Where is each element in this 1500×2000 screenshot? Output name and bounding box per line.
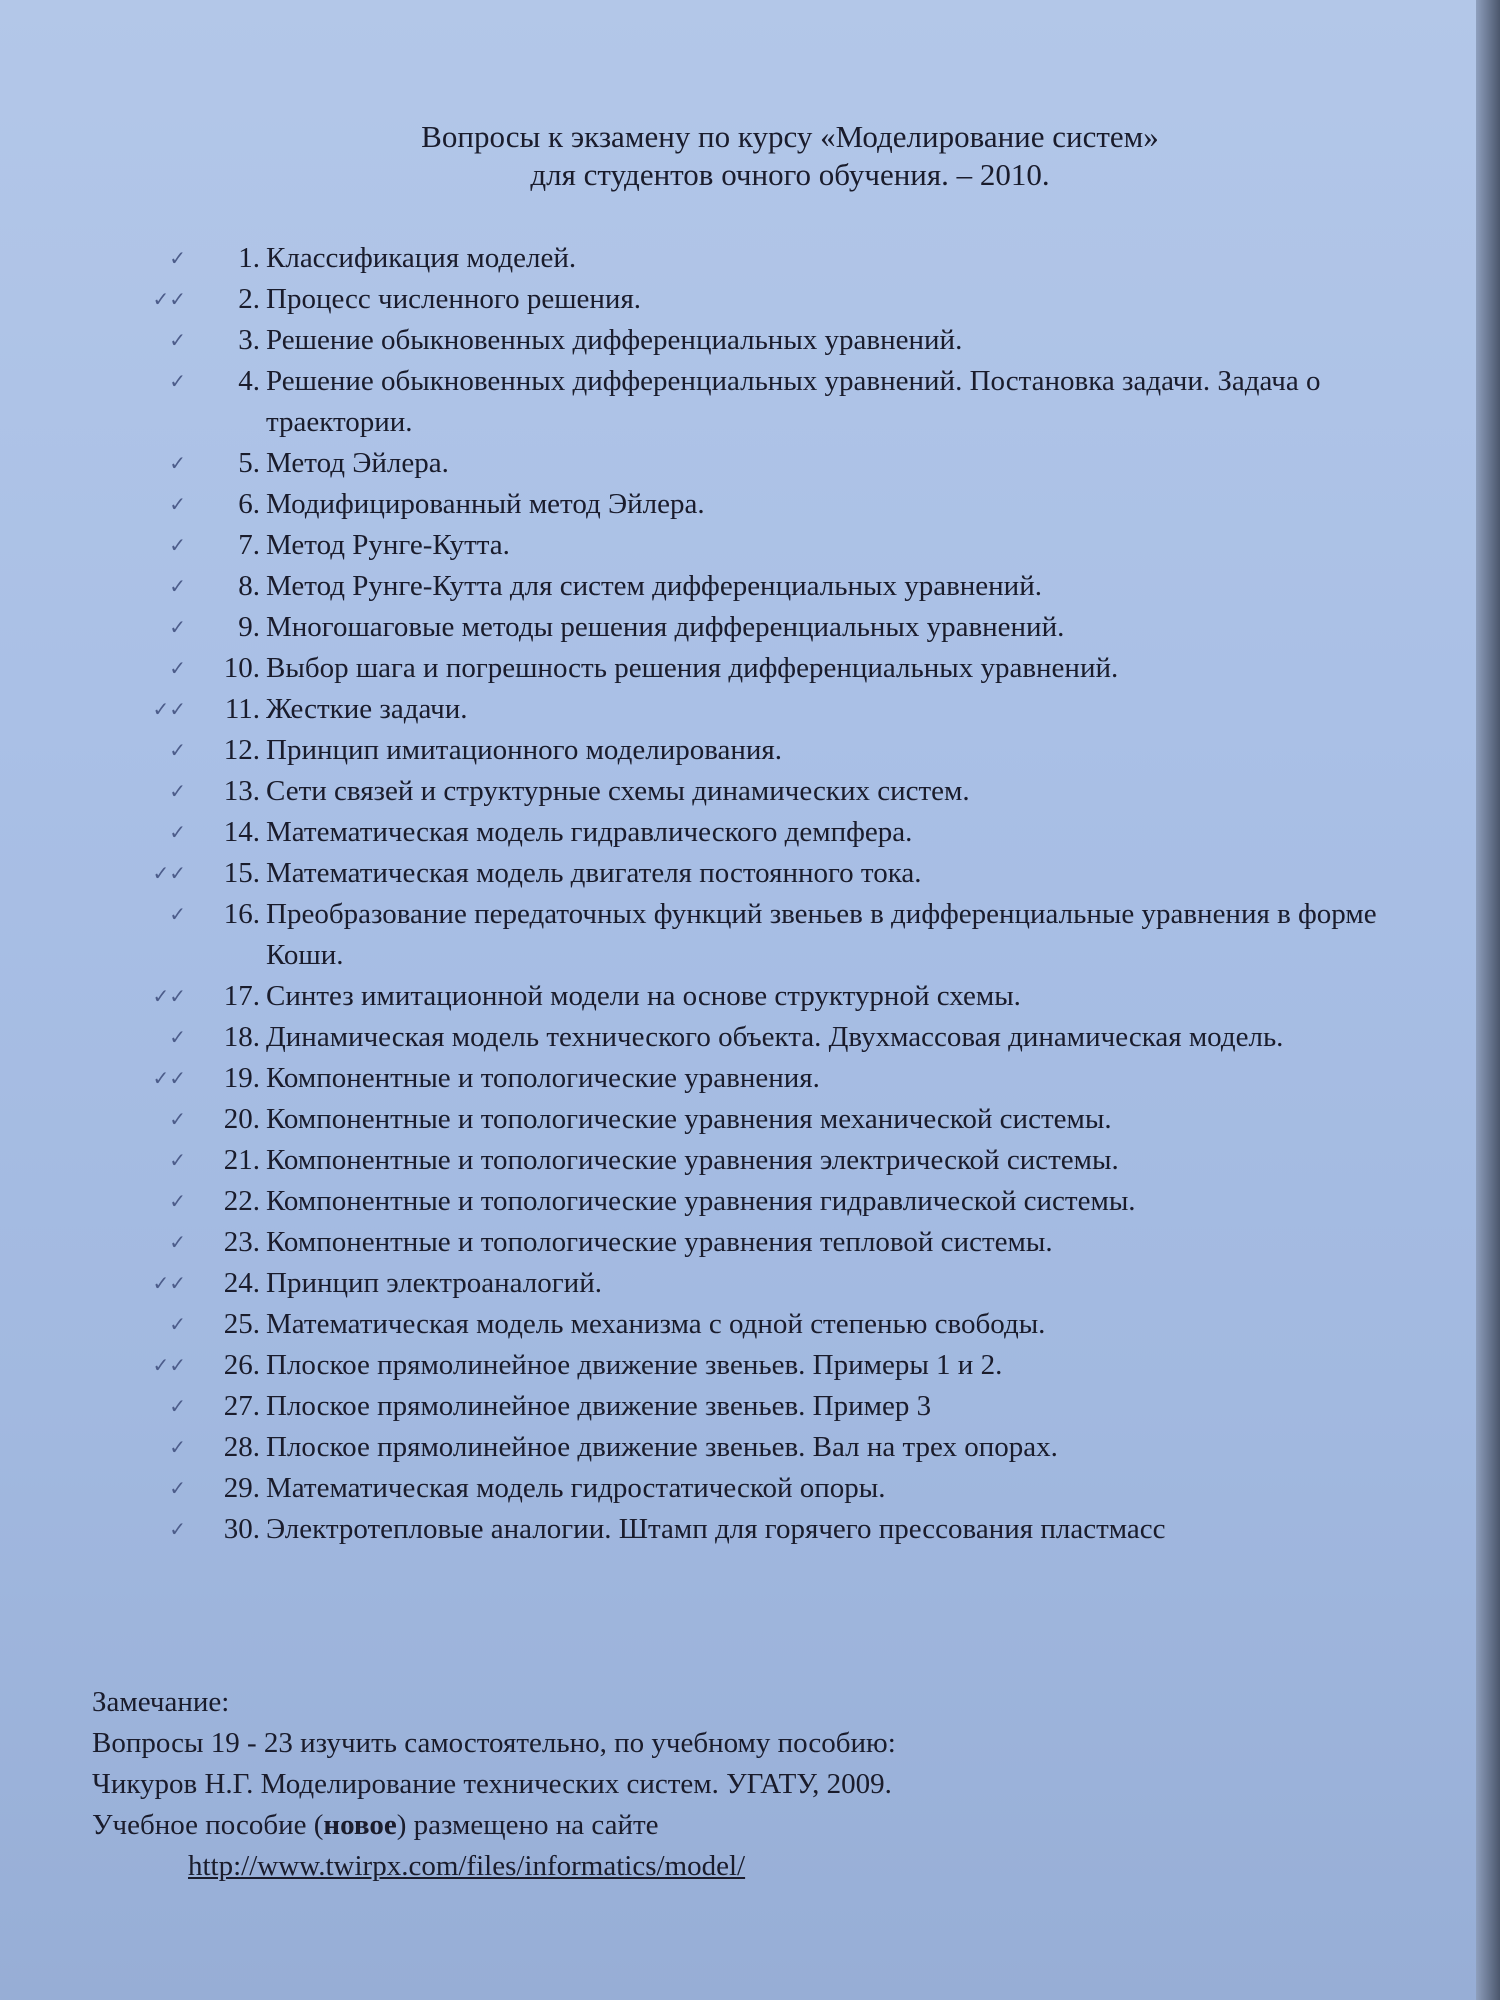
handwritten-check-mark: ✓ bbox=[169, 902, 186, 926]
handwritten-check-mark: ✓✓ bbox=[152, 1066, 186, 1090]
handwritten-check-mark: ✓ bbox=[169, 820, 186, 844]
question-number: 10. bbox=[223, 652, 260, 684]
question-item bbox=[130, 730, 1450, 771]
question-number: 24. bbox=[223, 1267, 260, 1299]
question-item bbox=[130, 1058, 1450, 1099]
handwritten-check-mark: ✓ bbox=[169, 1435, 186, 1459]
handwritten-check-mark: ✓✓ bbox=[152, 1353, 186, 1377]
question-number: 26. bbox=[223, 1349, 260, 1381]
handwritten-check-mark: ✓ bbox=[169, 574, 186, 598]
question-item bbox=[130, 566, 1450, 607]
question-item bbox=[130, 1017, 1450, 1058]
question-number: 20. bbox=[223, 1103, 260, 1135]
handwritten-check-mark: ✓ bbox=[169, 1312, 186, 1336]
question-number: 19. bbox=[223, 1062, 260, 1094]
question-item bbox=[130, 525, 1450, 566]
question-number: 4. bbox=[238, 365, 260, 397]
question-number: 13. bbox=[223, 775, 260, 807]
question-number: 21. bbox=[223, 1144, 260, 1176]
title-line-2: для студентов очного обучения. – 2010. bbox=[530, 157, 1050, 192]
question-number: 16. bbox=[223, 898, 260, 930]
question-item bbox=[130, 1099, 1450, 1140]
question-text: Классификация моделей. bbox=[266, 242, 577, 274]
question-list bbox=[130, 238, 1450, 1550]
question-number: 25. bbox=[223, 1308, 260, 1340]
question-item bbox=[130, 689, 1450, 730]
handwritten-check-mark: ✓✓ bbox=[152, 984, 186, 1008]
question-item bbox=[130, 1263, 1450, 1304]
question-text: Принцип имитационного моделирования. bbox=[266, 734, 783, 766]
question-item bbox=[130, 443, 1450, 484]
question-number: 27. bbox=[223, 1390, 260, 1422]
question-item bbox=[130, 279, 1450, 320]
question-item bbox=[130, 361, 1450, 443]
question-item bbox=[130, 238, 1450, 279]
note-line-3-start: Учебное пособие ( bbox=[92, 1809, 324, 1841]
question-text: Компонентные и топологические уравнения электрической системы. bbox=[266, 1144, 1119, 1176]
question-number: 14. bbox=[223, 816, 260, 848]
question-text: Плоское прямолинейное движение звеньев. Примеры 1 и 2. bbox=[266, 1349, 1003, 1381]
question-item bbox=[130, 771, 1450, 812]
question-item bbox=[130, 320, 1450, 361]
question-number: 15. bbox=[223, 857, 260, 889]
question-number: 1. bbox=[238, 242, 260, 274]
question-number: 18. bbox=[223, 1021, 260, 1053]
question-item bbox=[130, 607, 1450, 648]
site-link[interactable]: http://www.twirpx.com/files/informatics/model/ bbox=[188, 1850, 746, 1882]
question-number: 3. bbox=[238, 324, 260, 356]
question-number: 11. bbox=[224, 693, 260, 725]
handwritten-check-mark: ✓ bbox=[169, 779, 186, 803]
question-item bbox=[130, 1427, 1450, 1468]
question-number: 6. bbox=[238, 488, 260, 520]
handwritten-check-mark: ✓ bbox=[169, 1230, 186, 1254]
question-text: Математическая модель двигателя постоянного тока. bbox=[266, 857, 922, 889]
question-text: Выбор шага и погрешность решения дифференциальных уравнений. bbox=[266, 652, 1119, 684]
question-number: 23. bbox=[223, 1226, 260, 1258]
note-bold-word: новое bbox=[323, 1809, 397, 1841]
question-number: 29. bbox=[223, 1472, 260, 1504]
question-text: Электротепловые аналогии. Штамп для горячего прессования пластмасс bbox=[266, 1513, 1166, 1545]
handwritten-check-mark: ✓✓ bbox=[152, 861, 186, 885]
handwritten-check-mark: ✓ bbox=[169, 492, 186, 516]
handwritten-check-mark: ✓ bbox=[169, 328, 186, 352]
question-text: Жесткие задачи. bbox=[266, 693, 468, 725]
note-line-3-end: ) размещено на сайте bbox=[396, 1809, 659, 1841]
question-text: Многошаговые методы решения дифференциальных уравнений. bbox=[266, 611, 1065, 643]
question-number: 12. bbox=[223, 734, 260, 766]
question-number: 2. bbox=[238, 283, 260, 315]
question-item bbox=[130, 976, 1450, 1017]
handwritten-check-mark: ✓ bbox=[169, 1025, 186, 1049]
note-line-3 bbox=[92, 1805, 1392, 1846]
question-number: 8. bbox=[238, 570, 260, 602]
question-text: Метод Эйлера. bbox=[266, 447, 449, 479]
question-item bbox=[130, 484, 1450, 525]
question-text: Метод Рунге-Кутта для систем дифференциальных уравнений. bbox=[266, 570, 1042, 602]
note-block bbox=[92, 1682, 1392, 1887]
note-line-2: Чикуров Н.Г. Моделирование технических систем. УГАТУ, 2009. bbox=[92, 1768, 892, 1800]
question-text: Решение обыкновенных дифференциальных уравнений. Постановка задачи. Задача о траектории. bbox=[266, 365, 1321, 438]
handwritten-check-mark: ✓ bbox=[169, 369, 186, 393]
handwritten-check-mark: ✓✓ bbox=[152, 1271, 186, 1295]
handwritten-check-mark: ✓ bbox=[169, 1517, 186, 1541]
handwritten-check-mark: ✓✓ bbox=[152, 697, 186, 721]
handwritten-check-mark: ✓ bbox=[169, 1107, 186, 1131]
question-text: Динамическая модель технического объекта. Двухмассовая динамическая модель. bbox=[266, 1021, 1284, 1053]
question-text: Компонентные и топологические уравнения. bbox=[266, 1062, 820, 1094]
question-item bbox=[130, 1222, 1450, 1263]
question-item bbox=[130, 812, 1450, 853]
question-text: Математическая модель механизма с одной степенью свободы. bbox=[266, 1308, 1046, 1340]
question-text: Плоское прямолинейное движение звеньев. Вал на трех опорах. bbox=[266, 1431, 1058, 1463]
question-text: Математическая модель гидростатической опоры. bbox=[266, 1472, 886, 1504]
question-number: 28. bbox=[223, 1431, 260, 1463]
handwritten-check-mark: ✓ bbox=[169, 1189, 186, 1213]
note-heading: Замечание: bbox=[92, 1686, 230, 1718]
handwritten-check-mark: ✓ bbox=[169, 738, 186, 762]
handwritten-check-mark: ✓ bbox=[169, 533, 186, 557]
question-text: Решение обыкновенных дифференциальных уравнений. bbox=[266, 324, 963, 356]
question-text: Синтез имитационной модели на основе структурной схемы. bbox=[266, 980, 1021, 1012]
question-text: Компонентные и топологические уравнения тепловой системы. bbox=[266, 1226, 1053, 1258]
title-line-1: Вопросы к экзамену по курсу «Моделирование систем» bbox=[421, 119, 1159, 154]
question-item bbox=[130, 1345, 1450, 1386]
handwritten-check-mark: ✓ bbox=[169, 656, 186, 680]
question-text: Математическая модель гидравлического демпфера. bbox=[266, 816, 913, 848]
question-text: Метод Рунге-Кутта. bbox=[266, 529, 510, 561]
question-item bbox=[130, 1386, 1450, 1427]
question-text: Модифицированный метод Эйлера. bbox=[266, 488, 705, 520]
question-item bbox=[130, 894, 1450, 976]
handwritten-check-mark: ✓ bbox=[169, 615, 186, 639]
paper-edge-shadow bbox=[1476, 0, 1500, 2000]
question-item bbox=[130, 853, 1450, 894]
handwritten-check-mark: ✓ bbox=[169, 1148, 186, 1172]
question-text: Преобразование передаточных функций звеньев в дифференциальные уравнения в форме Коши. bbox=[266, 898, 1377, 971]
question-text: Процесс численного решения. bbox=[266, 283, 642, 315]
handwritten-check-mark: ✓ bbox=[169, 1476, 186, 1500]
question-number: 5. bbox=[238, 447, 260, 479]
question-item bbox=[130, 1181, 1450, 1222]
question-item bbox=[130, 648, 1450, 689]
handwritten-check-mark: ✓ bbox=[169, 451, 186, 475]
question-number: 17. bbox=[223, 980, 260, 1012]
question-text: Принцип электроаналогий. bbox=[266, 1267, 602, 1299]
question-text: Сети связей и структурные схемы динамических систем. bbox=[266, 775, 970, 807]
question-text: Плоское прямолинейное движение звеньев. Пример 3 bbox=[266, 1390, 932, 1422]
question-number: 22. bbox=[223, 1185, 260, 1217]
handwritten-check-mark: ✓✓ bbox=[152, 287, 186, 311]
handwritten-check-mark: ✓ bbox=[169, 1394, 186, 1418]
question-item bbox=[130, 1468, 1450, 1509]
question-number: 30. bbox=[223, 1513, 260, 1545]
question-text: Компонентные и топологические уравнения гидравлической системы. bbox=[266, 1185, 1136, 1217]
question-number: 9. bbox=[238, 611, 260, 643]
question-number: 7. bbox=[238, 529, 260, 561]
note-line-1: Вопросы 19 - 23 изучить самостоятельно, по учебному пособию: bbox=[92, 1727, 896, 1759]
question-text: Компонентные и топологические уравнения механической системы. bbox=[266, 1103, 1112, 1135]
document-title bbox=[250, 118, 1330, 194]
question-item bbox=[130, 1304, 1450, 1345]
question-item bbox=[130, 1140, 1450, 1181]
handwritten-check-mark: ✓ bbox=[169, 246, 186, 270]
question-item bbox=[130, 1509, 1450, 1550]
